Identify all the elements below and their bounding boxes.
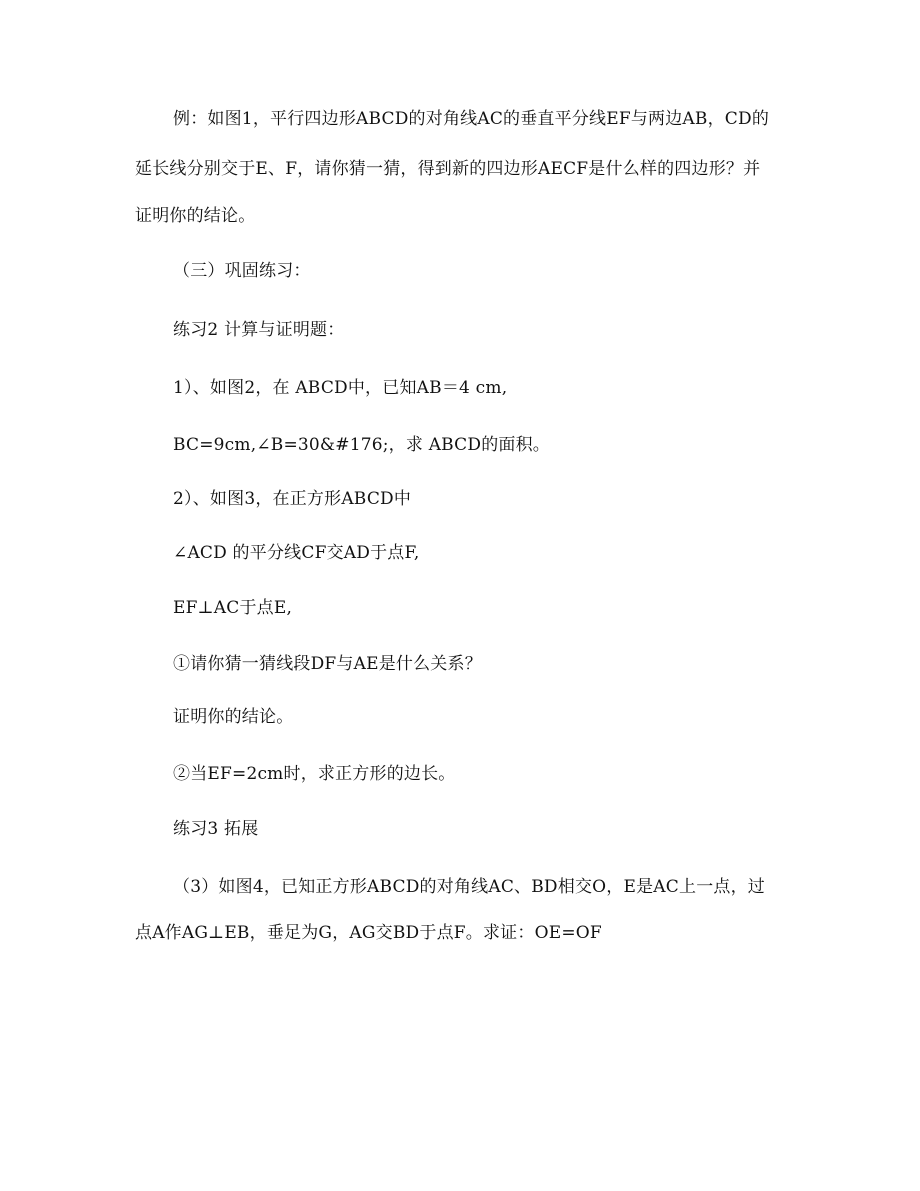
section-heading: （三）巩固练习： <box>173 261 311 281</box>
exercise-2-heading: 练习2 计算与证明题： <box>173 320 345 340</box>
example-line-1: 例：如图1，平行四边形ABCD的对角线AC的垂直平分线EF与两边AB，CD的 <box>173 109 770 129</box>
example-line-2: 延长线分别交于E、F，请你猜一猜，得到新的四边形AECF是什么样的四边形？并 <box>135 159 761 179</box>
problem-3-line-1: （3）如图4，已知正方形ABCD的对角线AC、BD相交O，E是AC上一点，过 <box>173 877 765 897</box>
problem-2-question-2: ②当EF=2cm时，求正方形的边长。 <box>173 764 456 784</box>
problem-2-question-1: ①请你猜一猜线段DF与AE是什么关系？ <box>173 654 482 674</box>
problem-1-line-1: 1）、如图2，在 ABCD中，已知AB＝4 cm, <box>173 378 508 398</box>
problem-2-line-2: ∠ACD 的平分线CF交AD于点F, <box>173 543 420 563</box>
problem-1-line-2: BC=9cm,∠B=30&#176;，求 ABCD的面积。 <box>173 435 551 455</box>
problem-3-line-2: 点A作AG⊥EB，垂足为G，AG交BD于点F。求证：OE=OF <box>135 923 602 943</box>
example-line-3: 证明你的结论。 <box>135 206 256 226</box>
exercise-3-heading: 练习3 拓展 <box>173 819 259 839</box>
problem-2-question-1-cont: 证明你的结论。 <box>173 707 294 727</box>
problem-2-line-3: EF⊥AC于点E, <box>173 598 293 618</box>
problem-2-line-1: 2）、如图3，在正方形ABCD中 <box>173 489 412 509</box>
